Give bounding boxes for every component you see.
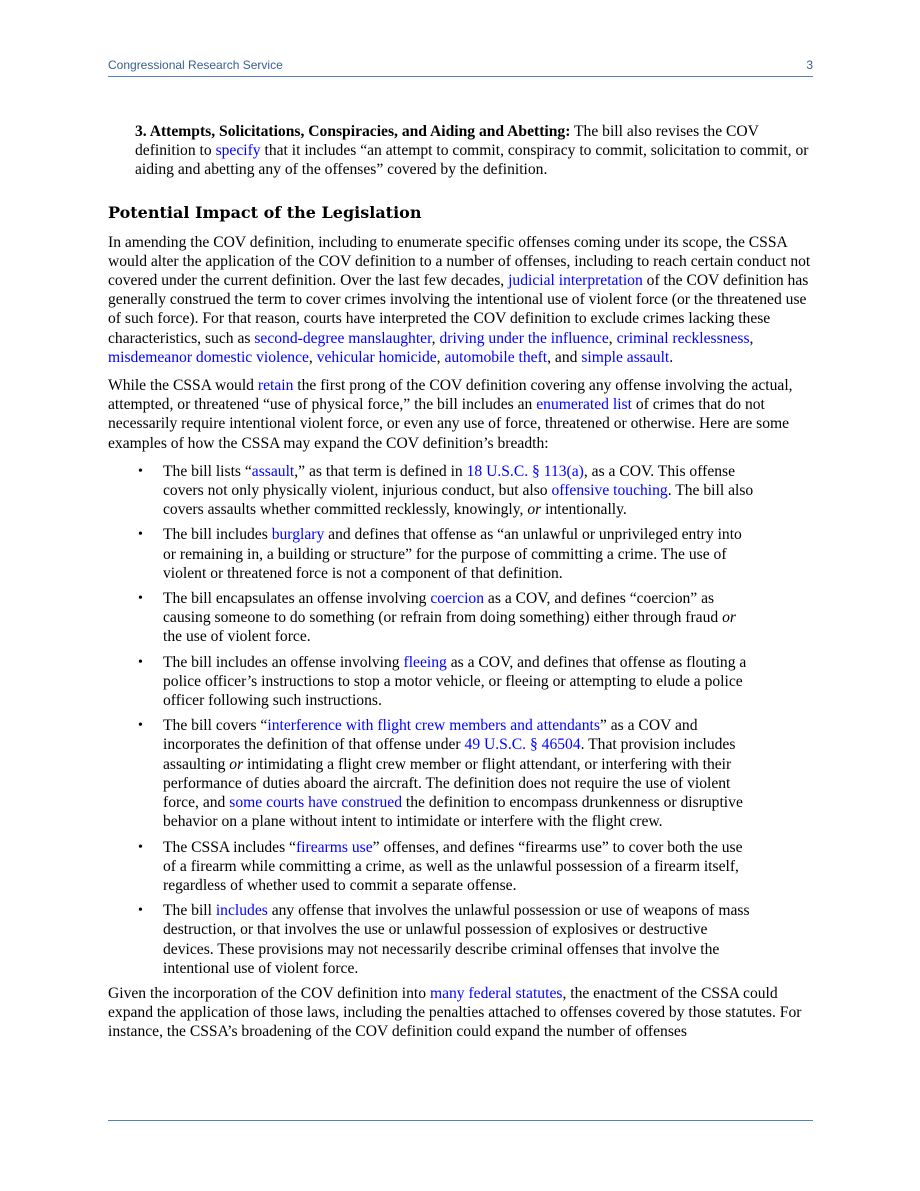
hyperlink[interactable]: burglary	[271, 526, 325, 544]
document-body	[108, 122, 813, 1051]
text-run: The bill includes an offense involving	[163, 653, 404, 671]
list-item-coercion	[108, 589, 813, 647]
text-run: ” as a COV and incorporates the definition of that offense under	[163, 717, 698, 754]
header-page-number: 3	[806, 58, 813, 72]
text-run: any offense that involves the unlawful possession or use of weapons of mass destruction, or that involves the use or unlawful possession of explosives or destructive devices. These provisions may not necessarily describe criminal offenses that involve the intentional use of violent force.	[163, 902, 750, 977]
text-run: The bill covers “	[163, 717, 268, 735]
paragraph-amending	[108, 233, 813, 367]
list-item-flight-crew	[108, 716, 813, 831]
text-run: The bill includes	[163, 526, 272, 544]
list-item-wmd	[108, 901, 813, 978]
paragraph-closing	[108, 984, 813, 1042]
text-run: of the COV definition has generally construed the term to cover crimes involving the intentional use of violent force (or the threatened use of such force). For that reason, courts have interpreted the COV definition to exclude crimes lacking these characteristics, such as	[108, 272, 809, 347]
hyperlink[interactable]: enumerated list	[536, 396, 632, 414]
examples-list	[108, 462, 813, 978]
text-run: ” offenses, and defines “firearms use” to cover both the use of a firearm while committing a crime, as well as the unlawful possession of a firearm itself, regardless of whether used to commit a separate offense.	[163, 838, 743, 894]
list-item-text	[163, 463, 753, 518]
list-item-text	[163, 717, 743, 830]
hyperlink[interactable]: driving under the influence	[439, 329, 609, 347]
list-item-text	[163, 654, 746, 709]
italic-text: or	[229, 755, 244, 773]
list-item-assault	[108, 462, 813, 520]
text-run: Given the incorporation of the COV definition into	[108, 984, 430, 1002]
text-run: ,	[308, 348, 317, 366]
text-run: that it includes “an attempt to commit, conspiracy to commit, solicitation to commit, or aiding and abetting any of the offenses” covered by the definition.	[135, 142, 809, 179]
bullet-marker: •	[138, 839, 143, 855]
bullet-marker: •	[138, 463, 143, 479]
text-run: ,” as that term is defined in	[294, 462, 467, 480]
footer-rule	[108, 1120, 813, 1121]
hyperlink[interactable]: misdemeanor domestic violence	[108, 348, 309, 366]
text-run: ,	[749, 329, 754, 347]
intro-item-attempts	[135, 122, 813, 180]
text-run: The bill also revises the COV definition to	[135, 123, 759, 160]
list-item-text	[163, 526, 742, 581]
bold-lead-in: 3. Attempts, Solicitations, Conspiracies, and Aiding and Abetting:	[135, 123, 571, 140]
text-run: The CSSA includes “	[163, 838, 296, 856]
text-run: the definition to encompass drunkenness or disruptive behavior on a plane without intent to intimidate or interfere with the flight crew.	[163, 794, 743, 831]
list-item-text	[163, 590, 736, 645]
italic-text: or	[527, 501, 542, 519]
text-run: and defines that offense as “an unlawful or unprivileged entry into or remaining in, a building or structure” for the purpose of committing a crime. The use of violent or threatened force is not a component of that definition.	[163, 526, 742, 582]
text-run: , and	[547, 348, 582, 366]
text-run: intimidating a flight crew member or flight attendant, or interfering with their performance of duties aboard the aircraft. The definition does not require the use of violent force, and	[163, 755, 732, 812]
text-run: .	[669, 348, 674, 366]
hyperlink[interactable]: vehicular homicide	[316, 348, 437, 366]
text-run: intentionally.	[541, 501, 627, 519]
hyperlink[interactable]: many federal statutes	[429, 984, 563, 1002]
text-run: as a COV, and defines “coercion” as causing someone to do something (or refrain from doing something) either through fraud	[163, 590, 723, 627]
text-run: , as a COV. This offense covers not only physically violent, injurious conduct, but also	[163, 462, 736, 500]
bullet-marker: •	[138, 903, 143, 919]
text-run: , the enactment of the CSSA could expand the application of those laws, including the penalties attached to offenses covered by those statutes. For instance, the CSSA’s broadening of the COV definition could expand the number of offenses	[108, 984, 802, 1041]
italic-text: or	[722, 609, 736, 627]
text-run: the use of violent force.	[163, 628, 311, 646]
text-run: . That provision includes assaulting	[163, 736, 736, 773]
hyperlink[interactable]: automobile theft	[444, 348, 548, 366]
hyperlink[interactable]: firearms use	[295, 838, 373, 856]
hyperlink[interactable]: specify	[215, 142, 261, 160]
hyperlink[interactable]: coercion	[430, 590, 485, 608]
text-run: The bill	[163, 902, 216, 920]
text-run: The bill encapsulates an offense involving	[163, 590, 431, 608]
hyperlink[interactable]: second-degree manslaughter	[254, 329, 432, 347]
header-publisher: Congressional Research Service	[108, 58, 283, 72]
hyperlink[interactable]: fleeing	[403, 653, 447, 671]
bullet-marker: •	[138, 527, 143, 543]
hyperlink[interactable]: assault	[251, 462, 295, 480]
hyperlink[interactable]: retain	[257, 377, 294, 395]
text-run: In amending the COV definition, including to enumerate specific offenses coming under its scope, the CSSA would alter the application of the COV definition to a number of offenses, including to reach certain conduct not covered under the current definition. Over the last few decades,	[108, 233, 811, 290]
text-run: as a COV, and defines that offense as flouting a police officer’s instructions to stop a motor vehicle, or fleeing or attempting to elude a police officer following such instructions.	[163, 653, 747, 710]
text-run: ,	[608, 329, 617, 347]
list-item-burglary	[108, 525, 813, 583]
list-item-text	[163, 902, 750, 977]
text-run: The bill lists “	[163, 462, 252, 480]
text-run: . The bill also covers assaults whether committed recklessly, knowingly,	[163, 482, 754, 519]
hyperlink[interactable]: interference with flight crew members and attendants	[267, 717, 600, 735]
bullet-marker: •	[138, 591, 143, 607]
hyperlink[interactable]: 49 U.S.C. § 46504	[464, 736, 581, 754]
text-run: ,	[436, 348, 445, 366]
page-header	[108, 56, 813, 77]
hyperlink[interactable]: some courts have construed	[229, 794, 403, 812]
bullet-marker: •	[138, 654, 143, 670]
text-run: of crimes that do not necessarily require intentional violent force, or even any use of force, threatened or otherwise. Here are some examples of how the CSSA may expand the COV definition’s breadth:	[108, 396, 790, 452]
hyperlink[interactable]: judicial interpretation	[508, 272, 643, 290]
text-run: While the CSSA would	[108, 377, 258, 395]
hyperlink[interactable]: simple assault	[581, 348, 670, 366]
hyperlink[interactable]: 18 U.S.C. § 113(a)	[466, 462, 584, 480]
list-item-fleeing	[108, 653, 813, 711]
text-run: ,	[431, 329, 440, 347]
paragraph-retain	[108, 376, 813, 453]
list-item-firearms	[108, 838, 813, 896]
hyperlink[interactable]: offensive touching	[551, 482, 668, 500]
section-heading: Potential Impact of the Legislation	[108, 202, 422, 222]
hyperlink[interactable]: criminal recklessness	[616, 329, 750, 347]
list-item-text	[163, 839, 743, 894]
bullet-marker: •	[138, 718, 143, 734]
hyperlink[interactable]: includes	[215, 902, 268, 920]
text-run: the first prong of the COV definition covering any offense involving the actual, attempted, or threatened “use of physical force,” the bill includes an	[108, 377, 793, 414]
